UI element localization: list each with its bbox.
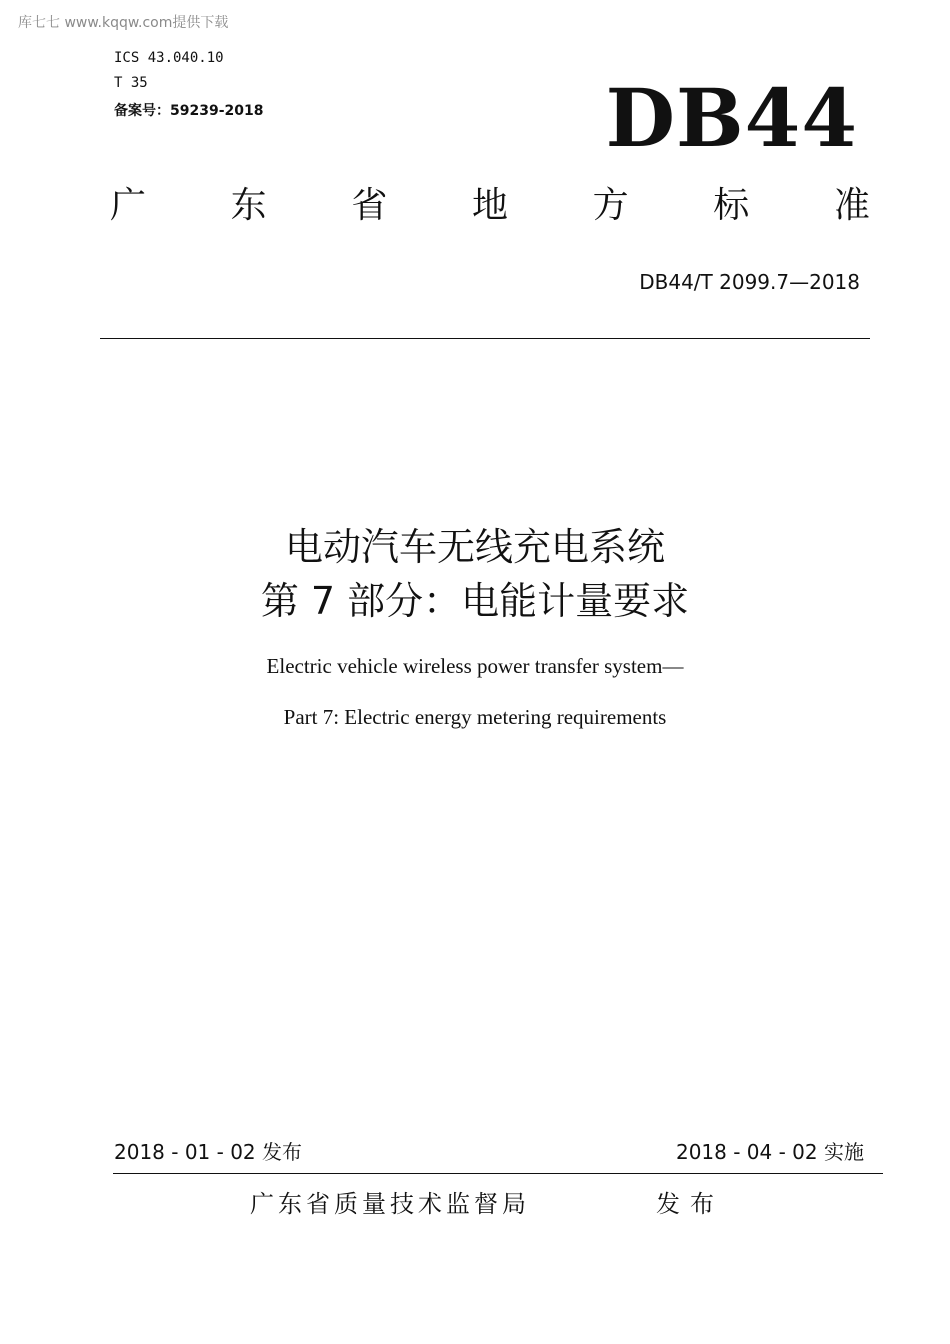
standard-type-char: 地 bbox=[471, 185, 508, 226]
db44-logo: DB44 bbox=[605, 71, 858, 165]
bottom-divider bbox=[113, 1173, 883, 1174]
standard-type-heading bbox=[110, 186, 870, 226]
standard-type-char: 广 bbox=[110, 185, 147, 226]
publish-date: 2018 - 01 - 02 发布 bbox=[114, 1140, 303, 1164]
implementation-date: 2018 - 04 - 02 实施 bbox=[675, 1140, 864, 1164]
classification-code: T 35 bbox=[114, 75, 148, 91]
title-chinese-line1: 电动汽车无线充电系统 bbox=[284, 525, 665, 569]
title-english-line1: Electric vehicle wireless power transfer system— bbox=[266, 654, 684, 678]
title-english-line2: Part 7: Electric energy metering requirements bbox=[283, 705, 667, 729]
watermark-text: 库七七 www.kqqw.com提供下载 bbox=[18, 15, 229, 31]
standard-code: DB44/T 2099.7—2018 bbox=[639, 270, 860, 294]
top-divider bbox=[100, 338, 870, 339]
standard-type-char: 东 bbox=[230, 185, 267, 226]
standard-type-char: 标 bbox=[713, 185, 750, 226]
standard-type-char: 方 bbox=[592, 185, 629, 226]
record-number: 备案号：59239-2018 bbox=[114, 103, 264, 119]
issue-label: 发布 bbox=[656, 1190, 724, 1218]
issuing-authority: 广东省质量技术监督局 bbox=[250, 1190, 530, 1218]
title-chinese-line2: 第 7 部分：电能计量要求 bbox=[260, 579, 690, 623]
standard-type-char: 准 bbox=[833, 185, 870, 226]
ics-code: ICS 43.040.10 bbox=[114, 50, 224, 66]
standard-type-char: 省 bbox=[351, 185, 388, 226]
